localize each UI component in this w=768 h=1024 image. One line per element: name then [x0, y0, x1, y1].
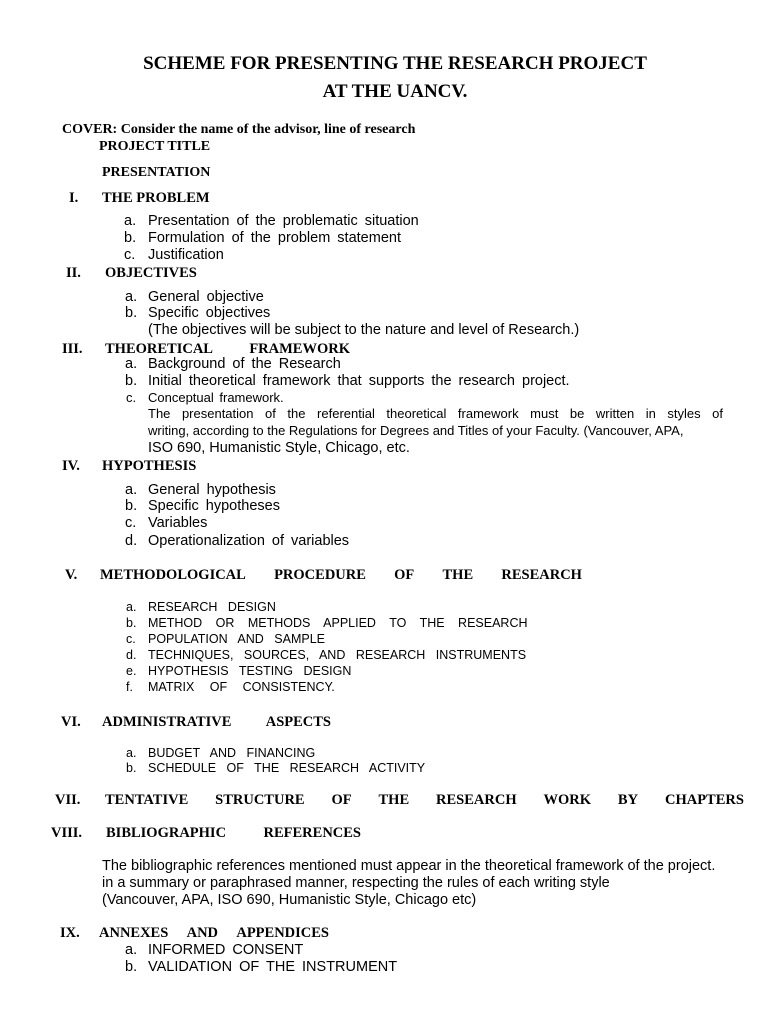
section-heading: OBJECTIVES [105, 265, 197, 281]
list-item: Justification [148, 247, 224, 263]
list-item: Conceptual framework. [148, 390, 284, 405]
heading-word: THEORETICAL [105, 341, 213, 357]
framework-paragraph-line-3: ISO 690, Humanistic Style, Chicago, etc. [148, 440, 410, 456]
list-item: Variables [148, 515, 208, 531]
list-letter: d. [125, 533, 138, 549]
section-numeral: I. [69, 190, 79, 206]
list-item: Background of the Research [148, 356, 341, 372]
list-letter: a. [125, 482, 138, 498]
list-item: BUDGET AND FINANCING [148, 746, 316, 760]
section-numeral: II. [66, 265, 81, 281]
list-letter: c. [125, 515, 137, 531]
list-letter: a. [126, 600, 137, 614]
heading-word: CHAPTERS [664, 792, 744, 808]
document-title-line-1: SCHEME FOR PRESENTING THE RESEARCH PROJECT [143, 53, 647, 74]
list-letter: a. [125, 356, 138, 372]
list-item: SCHEDULE OF THE RESEARCH ACTIVITY [148, 761, 426, 775]
bibliography-paragraph-line-1: The bibliographic references mentioned must appear in the theoretical framework of the project. [102, 858, 716, 874]
project-title-label: PROJECT TITLE [99, 139, 211, 154]
heading-word: REFERENCES [263, 825, 361, 841]
list-item: HYPOTHESIS TESTING DESIGN [148, 664, 352, 678]
list-item: Presentation of the problematic situation [148, 213, 419, 229]
heading-word: METHODOLOGICAL [100, 567, 246, 583]
list-item: METHOD OR METHODS APPLIED TO THE RESEARCH [148, 616, 528, 630]
list-item: Specific objectives [148, 305, 271, 321]
section-numeral: IX. [60, 925, 80, 941]
list-item: Specific hypotheses [148, 498, 280, 514]
heading-word: OF [394, 567, 415, 583]
list-letter: a. [124, 213, 137, 229]
section-numeral: III. [62, 341, 83, 357]
heading-word: ADMINISTRATIVE [102, 714, 232, 730]
list-letter: b. [126, 616, 137, 630]
list-item: VALIDATION OF THE INSTRUMENT [148, 959, 398, 975]
section-heading [105, 792, 744, 809]
section-heading [106, 825, 361, 842]
section-heading [100, 567, 582, 584]
list-letter: b. [126, 761, 137, 775]
list-item: RESEARCH DESIGN [148, 600, 276, 614]
list-letter: b. [124, 230, 137, 246]
heading-word: ANNEXES [99, 925, 169, 941]
section-heading [102, 714, 331, 731]
heading-word: TENTATIVE [105, 792, 189, 808]
heading-word: OF [331, 792, 352, 808]
section-heading: THE PROBLEM [102, 190, 210, 206]
section-numeral: VII. [55, 792, 81, 808]
heading-word: THE [378, 792, 410, 808]
heading-word: BIBLIOGRAPHIC [106, 825, 227, 841]
list-letter: b. [125, 373, 138, 389]
objectives-note: (The objectives will be subject to the nature and level of Research.) [148, 322, 580, 338]
heading-word: BY [617, 792, 639, 808]
list-letter: b. [125, 498, 138, 514]
heading-word: WORK [543, 792, 592, 808]
section-heading: HYPOTHESIS [102, 458, 197, 474]
list-letter: b. [125, 305, 138, 321]
list-letter: f. [126, 680, 133, 694]
section-numeral: VI. [61, 714, 81, 730]
list-letter: d. [126, 648, 137, 662]
list-item: Formulation of the problem statement [148, 230, 401, 246]
list-letter: e. [126, 664, 137, 678]
presentation-label: PRESENTATION [102, 165, 211, 180]
heading-word: ASPECTS [265, 714, 331, 730]
list-item: POPULATION AND SAMPLE [148, 632, 326, 646]
heading-word: APPENDICES [236, 925, 329, 941]
list-letter: c. [126, 632, 136, 646]
bibliography-paragraph-line-3: (Vancouver, APA, ISO 690, Humanistic Style, Chicago etc) [102, 892, 477, 908]
section-numeral: IV. [62, 458, 80, 474]
list-item: TECHNIQUES, SOURCES, AND RESEARCH INSTRUMENTS [148, 648, 527, 662]
list-item: General objective [148, 289, 264, 305]
heading-word: PROCEDURE [274, 567, 366, 583]
list-letter: a. [126, 746, 137, 760]
heading-word: STRUCTURE [215, 792, 305, 808]
section-numeral: V. [65, 567, 78, 583]
list-item: Initial theoretical framework that supports the research project. [148, 373, 570, 389]
list-letter: b. [125, 959, 138, 975]
list-item: Operationalization of variables [148, 533, 350, 549]
document-title-line-2: AT THE UANCV. [322, 81, 468, 102]
section-heading [99, 925, 329, 942]
heading-word: THE [442, 567, 474, 583]
heading-word: FRAMEWORK [249, 341, 350, 357]
list-letter: a. [125, 289, 138, 305]
list-letter: a. [125, 942, 138, 958]
list-letter: c. [126, 390, 137, 405]
list-item: MATRIX OF CONSISTENCY. [148, 680, 335, 694]
cover-note: COVER: Consider the name of the advisor, line of research [62, 122, 416, 137]
framework-paragraph-line-2: writing, according to the Regulations for Degrees and Titles of your Faculty. (Vancouver, APA, [148, 423, 684, 438]
heading-word: RESEARCH [436, 792, 517, 808]
bibliography-paragraph-line-2: in a summary or paraphrased manner, respecting the rules of each writing style [102, 875, 610, 891]
list-item: INFORMED CONSENT [148, 942, 304, 958]
heading-word: RESEARCH [501, 567, 582, 583]
list-item: General hypothesis [148, 482, 276, 498]
heading-word: AND [186, 925, 219, 941]
framework-paragraph-line-1: The presentation of the referential theoretical framework must be written in styles of [148, 406, 723, 421]
section-numeral: VIII. [51, 825, 83, 841]
list-letter: c. [124, 247, 136, 263]
